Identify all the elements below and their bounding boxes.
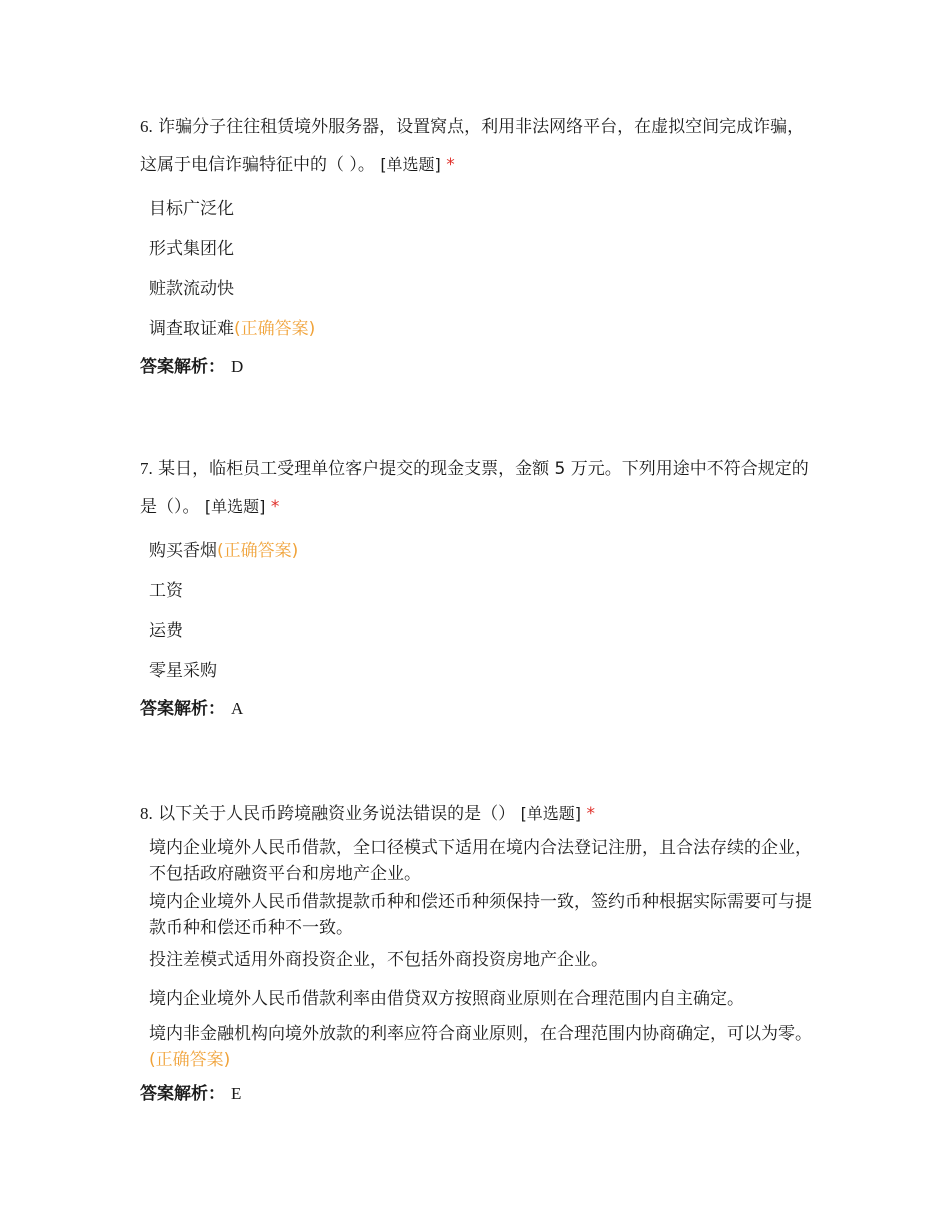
option-a: 境内企业境外人民币借款，全口径模式下适用在境内合法登记注册，且合法存续的企业，不包括政府融资平台和房地产企业。 (149, 838, 812, 884)
option-c: 赃款流动快 (149, 279, 234, 299)
option-list (140, 835, 820, 1073)
answer-label: 答案解析： (140, 699, 225, 719)
question-stem (140, 795, 820, 833)
option-d: 调查取证难(正确答案) (149, 319, 316, 339)
question-6 (140, 108, 820, 382)
question-stem (140, 108, 820, 184)
answer-analysis (140, 694, 820, 724)
correct-answer-tag: (正确答案) (217, 541, 299, 561)
answer-analysis (140, 352, 820, 382)
answer-label: 答案解析： (140, 1084, 225, 1104)
required-mark: * (586, 804, 595, 824)
correct-answer-tag: (正确答案) (234, 319, 316, 339)
question-type: [单选题] (380, 155, 441, 174)
option-c: 投注差模式适用外商投资企业，不包括外商投资房地产企业。 (149, 950, 608, 970)
option-list (140, 534, 820, 694)
option-a: 目标广泛化 (149, 199, 234, 219)
option-a: 购买香烟(正确答案) (149, 541, 299, 561)
question-stem (140, 450, 820, 526)
question-number: 6. (140, 117, 153, 136)
option-c: 运费 (149, 621, 183, 641)
question-type: [单选题] (204, 497, 266, 516)
option-b: 境内企业境外人民币借款提款币种和偿还币种须保持一致，签约币种根据实际需要可与提款币种和偿还币种不一致。 (149, 892, 812, 938)
correct-answer-tag: (正确答案) (149, 1050, 231, 1070)
question-text: 诈骗分子往往租赁境外服务器，设置窝点，利用非法网络平台，在虚拟空间完成诈骗，这属于电信诈骗特征中的（ ）。 (140, 117, 805, 175)
option-b: 工资 (149, 581, 183, 601)
required-mark: * (446, 155, 455, 175)
required-mark: * (270, 497, 280, 517)
question-text: 某日，临柜员工受理单位客户提交的现金支票，金额 5 万元。下列用途中不符合规定的是（）。 (140, 459, 809, 517)
answer-value: E (231, 1084, 242, 1103)
question-type: [单选题] (520, 804, 582, 823)
question-8 (140, 795, 820, 1109)
option-d: 境内企业境外人民币借款利率由借贷双方按照商业原则在合理范围内自主确定。 (149, 989, 744, 1009)
answer-value: A (231, 699, 244, 718)
answer-label: 答案解析： (140, 357, 225, 377)
answer-value: D (231, 357, 244, 376)
option-d: 零星采购 (149, 661, 217, 681)
option-e: 境内非金融机构向境外放款的利率应符合商业原则，在合理范围内协商确定，可以为零。(正确答案) (149, 1024, 812, 1070)
question-7 (140, 450, 820, 724)
answer-analysis (140, 1079, 820, 1109)
question-number: 7. (140, 459, 153, 478)
question-text: 以下关于人民币跨境融资业务说法错误的是（） (158, 804, 516, 824)
question-number: 8. (140, 804, 153, 823)
option-list (140, 192, 820, 352)
option-b: 形式集团化 (149, 239, 234, 259)
